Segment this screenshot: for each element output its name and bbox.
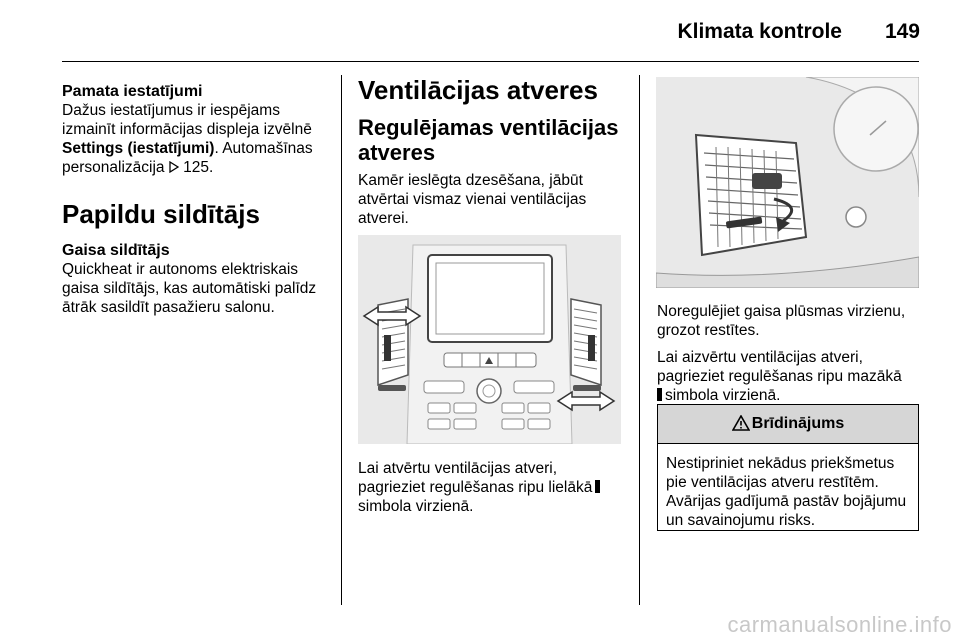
warning-title: Brīdinājums (751, 415, 845, 432)
page-header-title: Klimata kontrole (677, 20, 842, 43)
header-rule (62, 61, 919, 62)
settings-menu-label: Settings (iestatījumi) (62, 140, 215, 157)
dashboard-vents-illustration (358, 235, 621, 444)
warning-header (658, 405, 918, 444)
middle-column (358, 75, 626, 228)
page-reference-arrow-icon[interactable] (169, 158, 179, 176)
adjustable-vents-heading: Regulējamas ventilācijas atveres (358, 115, 619, 165)
basic-settings-text: Dažus iestatījumus ir iespējams izmainīt informācijas displeja izvēlnē (62, 102, 312, 138)
dashboard-drawing (358, 235, 621, 444)
warning-box (657, 404, 919, 531)
left-column (62, 82, 334, 317)
page-reference-link[interactable]: 125. (178, 159, 214, 176)
column-divider-right (639, 75, 640, 605)
aux-heater-heading: Papildu sildītājs (62, 199, 260, 229)
open-vent-instruction (358, 459, 626, 516)
footer-watermark: carmanualsonline.info (727, 612, 952, 637)
right-column-text (657, 302, 919, 405)
close-vent-text-end: simbola virzienā. (665, 387, 781, 404)
vent-closeup-drawing (656, 77, 919, 288)
air-heater-heading: Gaisa sildītājs (62, 242, 170, 259)
large-symbol-icon (595, 480, 600, 493)
vent-closeup-illustration (656, 77, 919, 288)
page-number: 149 (884, 20, 920, 43)
personalization-text: . Automašīnas personalizācija (62, 140, 313, 176)
direction-text: Noregulējiet gaisa plūsmas virzienu, grozot restītes. (657, 303, 906, 339)
air-heater-text: Quickheat ir autonoms elektriskais gaisa sildītājs, kas automātiski palīdz ātrāk sasildīt pasažieru salonu. (62, 261, 317, 316)
open-vent-text: Lai atvērtu ventilācijas atveri, pagrieziet regulēšanas ripu lielākā (358, 460, 593, 496)
vents-heading: Ventilācijas atveres (358, 75, 598, 105)
column-divider-left (341, 75, 342, 605)
vents-intro-text: Kamēr ieslēgta dzesēšana, jābūt atvērtai vismaz vienai ventilācijas atverei. (358, 172, 587, 227)
small-symbol-icon (657, 388, 662, 401)
open-vent-text-end: simbola virzienā. (358, 498, 474, 515)
basic-settings-paragraph (62, 101, 334, 177)
warning-triangle-icon (732, 415, 752, 434)
basic-settings-heading: Pamata iestatījumi (62, 83, 203, 100)
warning-text: Nestipriniet nekādus priekšmetus pie ventilācijas atveru restītēm. Avārijas gadījumā pastāv bojājumu un savainojumu risks. (666, 455, 907, 529)
close-vent-text: Lai aizvērtu ventilācijas atveri, pagrieziet regulēšanas ripu mazākā (657, 349, 902, 385)
